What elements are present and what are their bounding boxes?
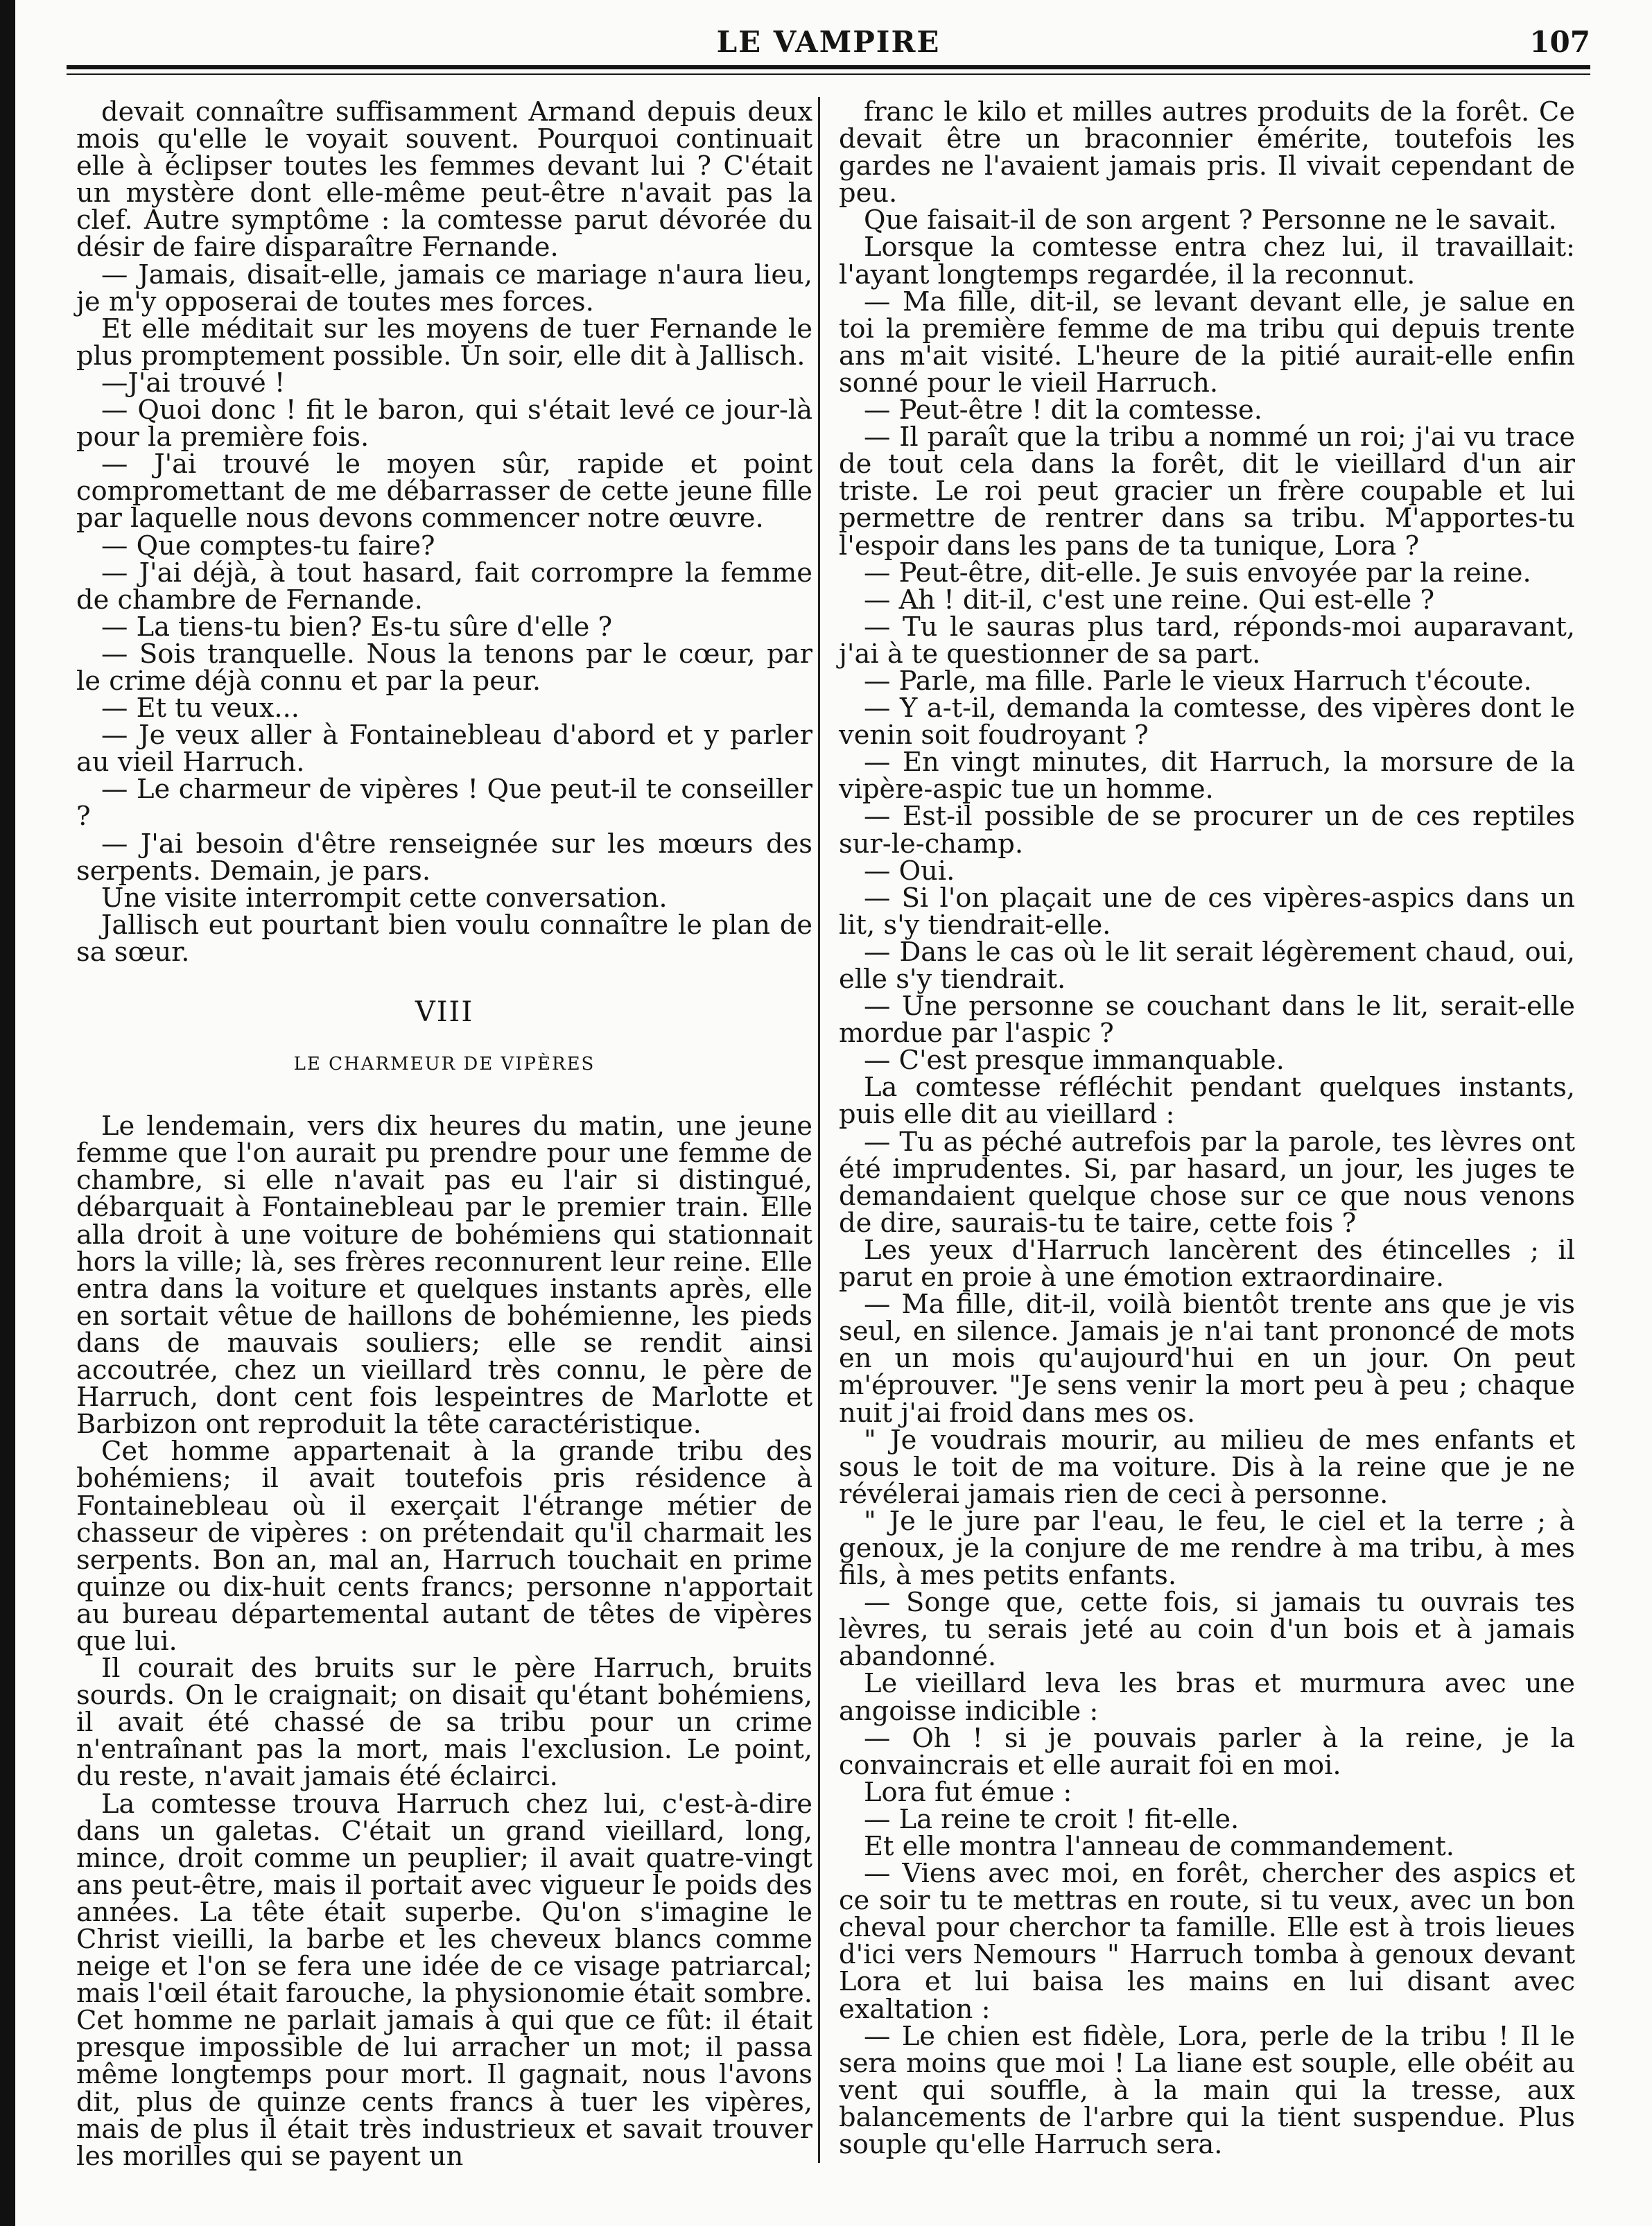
paragraph: — Ah ! dit-il, c'est une reine. Qui est-elle ? [864, 584, 1435, 616]
paragraph: — Parle, ma fille. Parle le vieux Harruch t'écoute. [864, 665, 1532, 697]
paragraph: Et elle montra l'anneau de commandement. [864, 1831, 1454, 1862]
left-column [76, 98, 812, 2170]
paragraph: — Sois tranquelle. Nous la tenons par le cœur, par le crime déjà connu et par la peur. [76, 638, 812, 697]
paragraph: — Une personne se couchant dans le lit, serait-elle mordue par l'aspic ? [839, 991, 1575, 1050]
page-edge-shadow [0, 0, 15, 2226]
paragraph: devait connaître suffisamment Armand depuis deux mois qu'elle le voyait souvent. Pourquoi continuait elle à éclipser toutes les femmes devant lui ? C'était un mystère dont elle-même peut-être n'avait pas la clef. Autre symptôme : la comtesse parut dévorée du désir de faire disparaître Fernande. [76, 96, 812, 263]
paragraph: — Je veux aller à Fontainebleau d'abord et y parler au vieil Harruch. [76, 720, 812, 779]
paragraph: — Le chien est fidèle, Lora, perle de la tribu ! Il le sera moins que moi ! La liane est souple, elle obéit au vent qui souffle, à la main qui la tresse, aux balancements de l'arbre qui la tient suspendue. Plus souple qu'elle Harruch sera. [839, 2020, 1575, 2161]
paragraph: — J'ai trouvé le moyen sûr, rapide et point compromettant de me débarrasser de cette jeune fille par laquelle nous devons commencer notre œuvre. [76, 449, 812, 534]
paragraph: Le vieillard leva les bras et murmura avec une angoisse indicible : [839, 1668, 1575, 1727]
paragraph: — Songe que, cette fois, si jamais tu ouvrais tes lèvres, tu serais jeté au coin d'un bois et à jamais abandonné. [839, 1587, 1575, 1673]
header-rule-thick [67, 65, 1590, 69]
paragraph: — Ma fille, dit-il, se levant devant elle, je salue en toi la première femme de ma tribu qui depuis trente ans m'ait visité. L'heure de la pitié aurait-elle enfin sonné pour le vieil Harruch. [839, 286, 1575, 399]
paragraph: — Le charmeur de vipères ! Que peut-il te conseiller ? [76, 774, 812, 833]
paragraph: —J'ai trouvé ! [101, 367, 286, 399]
header-rule-thin [67, 73, 1590, 75]
paragraph: — Peut-être ! dit la comtesse. [864, 394, 1262, 426]
paragraph: — Tu le sauras plus tard, réponds-moi auparavant, j'ai à te questionner de sa part. [839, 611, 1575, 670]
paragraph: — Peut-être, dit-elle. Je suis envoyée par la reine. [864, 557, 1531, 589]
page-header [67, 25, 1590, 80]
paragraph: Lora fut émue : [864, 1776, 1072, 1808]
paragraph: " Je voudrais mourir, au milieu de mes enfants et sous le toit de ma voiture. Dis à la reine que je ne révélerai jamais rien de ceci à personne. [839, 1424, 1575, 1510]
paragraph: — J'ai besoin d'être renseignée sur les mœurs des serpents. Demain, je pars. [76, 828, 812, 887]
page-number: 107 [1529, 25, 1590, 59]
paragraph: Jallisch eut pourtant bien voulu connaître le plan de sa sœur. [76, 909, 812, 968]
paragraph: — Si l'on plaçait une de ces vipères-aspics dans un lit, s'y tiendrait-elle. [839, 882, 1575, 941]
paragraph: — Il paraît que la tribu a nommé un roi; j'ai vu trace de tout cela dans la forêt, dit le vieillard d'un air triste. Le roi peut gracier un frère coupable et lui permettre de rentrer dans sa tribu. M'apportes-tu l'espoir dans les pans de ta tunique, Lora ? [839, 421, 1575, 562]
paragraph: — Oui. [864, 855, 955, 887]
paragraph: — J'ai déjà, à tout hasard, fait corrompre la femme de chambre de Fernande. [76, 557, 812, 616]
paragraph: Cet homme appartenait à la grande tribu des bohémiens; il avait toutefois pris résidence à Fontainebleau où il exerçait l'étrange métier de chasseur de vipères : on prétendait qu'il charmait les serpents. Bon an, mal an, Harruch touchait en prime quinze ou dix-huit cents francs; personne n'apportait au bureau départemental autant de têtes de vipères que lui. [76, 1436, 812, 1657]
paragraph: — Tu as péché autrefois par la parole, tes lèvres ont été imprudentes. Si, par hasard, un jour, les juges te demandaient quelque chose sur ce que nous venons de dire, saurais-tu te taire, cette fois ? [839, 1126, 1575, 1239]
left-column-text-before [76, 98, 812, 966]
paragraph: — La tiens-tu bien? Es-tu sûre d'elle ? [101, 611, 613, 643]
paragraph: La comtesse trouva Harruch chez lui, c'est-à-dire dans un galetas. C'était un grand vieillard, long, mince, droit comme un peuplier; il avait quatre-vingt ans peut-être, mais il portait avec vigueur le poids des années. La tête était superbe. Qu'on s'imagine le Christ vieilli, la barbe et les cheveux blancs comme neige et l'on se fera une idée de ce visage patriarcal; mais l'œil était farouche, la physionomie était sombre. Cet homme ne parlait jamais à qui que ce fût: il était presque impossible de lui arracher un mot; il passa même longtemps pour mort. Il gagnait, nous l'avons dit, plus de quinze cents francs à tuer les vipères, mais de plus il était très industrieux et savait trouver les morilles qui se payent un [76, 1788, 812, 2172]
paragraph: — C'est presque immanquable. [864, 1045, 1285, 1077]
paragraph: — Ma fille, dit-il, voilà bientôt trente ans que je vis seul, en silence. Jamais je n'ai tant prononcé de mots en un mois qu'aujourd'hui en un jour. On peut m'éprouver. "Je sens venir la mort peu à peu ; chaque nuit j'ai froid dans mes os. [839, 1289, 1575, 1429]
paragraph: — Y a-t-il, demanda la comtesse, des vipères dont le venin soit foudroyant ? [839, 693, 1575, 751]
paragraph: Les yeux d'Harruch lancèrent des étincelles ; il parut en proie à une émotion extraordinaire. [839, 1234, 1575, 1294]
paragraph: Lorsque la comtesse entra chez lui, il travaillait: l'ayant longtemps regardée, il la reconnut. [839, 232, 1575, 290]
paragraph: — Et tu veux... [101, 693, 299, 724]
left-column-text-after [76, 1113, 812, 2170]
running-title: LE VAMPIRE [716, 25, 941, 59]
paragraph: — Que comptes-tu faire? [101, 530, 435, 562]
paragraph: — Viens avec moi, en forêt, chercher des aspics et ce soir tu te mettras en route, si tu veux, avec un bon cheval pour cherchor ta famille. Elle est à trois lieues d'ici vers Nemours " Harruch tomba à genoux devant Lora et lui baisa les mains en lui disant avec exaltation : [839, 1858, 1575, 2025]
chapter-number: VIII [415, 996, 474, 1028]
paragraph: — Est-il possible de se procurer un de ces reptiles sur-le-champ. [839, 801, 1575, 860]
paragraph: — Dans le cas où le lit serait légèrement chaud, oui, elle s'y tiendrait. [839, 936, 1575, 995]
right-column-text [839, 96, 1575, 2161]
paragraph: franc le kilo et milles autres produits de la forêt. Ce devait être un braconnier émérite, toutefois les gardes ne l'avaient jamais pris. Il vivait cependant de peu. [839, 96, 1575, 209]
paragraph: — Oh ! si je pouvais parler à la reine, je la convaincrais et elle aurait foi en moi. [839, 1722, 1575, 1781]
paragraph: — En vingt minutes, dit Harruch, la morsure de la vipère-aspic tue un homme. [839, 747, 1575, 806]
paragraph: — Quoi donc ! fit le baron, qui s'était levé ce jour-là pour la première fois. [76, 394, 812, 453]
paragraph: — Jamais, disait-elle, jamais ce mariage n'aura lieu, je m'y opposerai de toutes mes forces. [76, 259, 812, 318]
paragraph: Le lendemain, vers dix heures du matin, une jeune femme que l'on aurait pu prendre pour une femme de chambre, si elle n'avait pas eu l'air si distingué, débarquait à Fontainebleau par le premier train. Elle alla droit à une voiture de bohémiens qui stationnait hors la ville; là, ses frères reconnurent leur reine. Elle entra dans la voiture et quelques instants après, elle en sortait vêtue de haillons de bohémienne, les pieds dans de mauvais souliers; elle se rendit ainsi accoutrée, chez un vieillard très connu, le père de Harruch, dont cent fois lespeintres de Marlotte et Barbizon ont reproduit la tête caractéristique. [76, 1111, 812, 1441]
right-column [839, 96, 1575, 2161]
paragraph: Il courait des bruits sur le père Harruch, bruits sourds. On le craignait; on disait qu'étant bohémiens, il avait été chassé de sa tribu pour un crime n'entraînant pas la mort, mais l'exclusion. Le point, du reste, n'avait jamais été éclairci. [76, 1653, 812, 1793]
paragraph: " Je le jure par l'eau, le feu, le ciel et la terre ; à genoux, je la conjure de me rendre à ma tribu, à mes fils, à mes petits enfants. [839, 1505, 1575, 1592]
column-divider [818, 97, 820, 2163]
paragraph: Que faisait-il de son argent ? Personne ne le savait. [864, 205, 1557, 236]
paragraph: Une visite interrompit cette conversation. [101, 882, 668, 914]
paragraph: Et elle méditait sur les moyens de tuer Fernande le plus promptement possible. Un soir, elle dit à Jallisch. [76, 313, 812, 372]
chapter-title: LE CHARMEUR DE VIPÈRES [293, 1054, 595, 1075]
paragraph: La comtesse réfléchit pendant quelques instants, puis elle dit au vieillard : [839, 1072, 1575, 1131]
paragraph: — La reine te croit ! fit-elle. [864, 1803, 1240, 1835]
